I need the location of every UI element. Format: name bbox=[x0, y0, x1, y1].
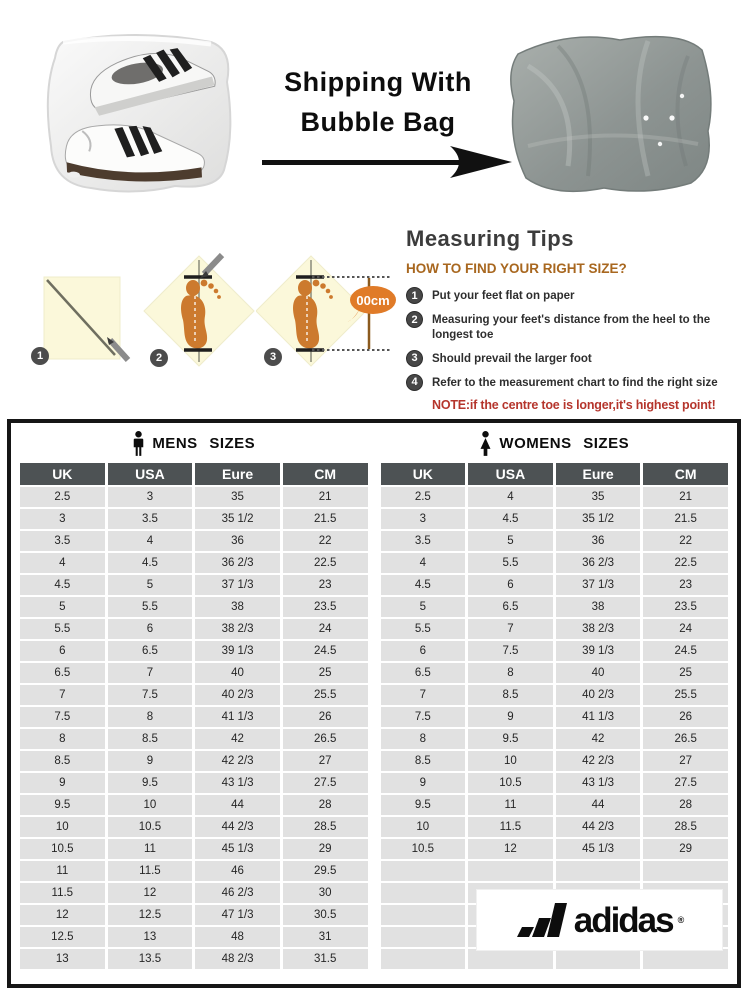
size-table-header-cell: USA bbox=[108, 463, 193, 485]
table-cell: 35 1/2 bbox=[556, 509, 641, 529]
table-cell: 13 bbox=[20, 949, 105, 969]
table-cell: 7.5 bbox=[20, 707, 105, 727]
table-cell: 46 bbox=[195, 861, 280, 881]
table-cell: 42 2/3 bbox=[195, 751, 280, 771]
table-cell: 9 bbox=[468, 707, 553, 727]
table-cell: 7.5 bbox=[381, 707, 466, 727]
table-row bbox=[381, 861, 729, 881]
table-cell bbox=[381, 883, 466, 903]
table-cell: 30 bbox=[283, 883, 368, 903]
table-cell: 8.5 bbox=[20, 751, 105, 771]
table-cell: 6.5 bbox=[381, 663, 466, 683]
table-row bbox=[381, 619, 729, 639]
size-table-header-cell: UK bbox=[381, 463, 466, 485]
table-cell: 6.5 bbox=[108, 641, 193, 661]
table-row bbox=[20, 751, 368, 771]
table-cell: 24.5 bbox=[643, 641, 728, 661]
table-cell: 3.5 bbox=[20, 531, 105, 551]
table-cell: 9 bbox=[381, 773, 466, 793]
table-cell: 28.5 bbox=[283, 817, 368, 837]
table-cell: 10.5 bbox=[108, 817, 193, 837]
table-row bbox=[20, 619, 368, 639]
step-text: Put your feet flat on paper bbox=[432, 290, 575, 302]
table-cell: 3 bbox=[381, 509, 466, 529]
table-cell: 35 bbox=[195, 487, 280, 507]
mens-icon bbox=[132, 431, 145, 457]
table-cell: 6 bbox=[381, 641, 466, 661]
table-cell: 12 bbox=[468, 839, 553, 859]
table-cell: 8 bbox=[468, 663, 553, 683]
table-cell bbox=[468, 861, 553, 881]
womens-table-title: WOMENS SIZES bbox=[499, 435, 630, 452]
table-cell: 4 bbox=[20, 553, 105, 573]
table-cell: 4.5 bbox=[381, 575, 466, 595]
table-cell: 21.5 bbox=[643, 509, 728, 529]
table-row bbox=[381, 575, 729, 595]
table-cell: 26 bbox=[283, 707, 368, 727]
table-row bbox=[20, 883, 368, 903]
measuring-step bbox=[406, 350, 748, 367]
table-cell: 11 bbox=[20, 861, 105, 881]
table-row bbox=[381, 685, 729, 705]
table-cell: 40 bbox=[195, 663, 280, 683]
table-cell: 9 bbox=[20, 773, 105, 793]
table-cell: 27 bbox=[643, 751, 728, 771]
table-cell: 23.5 bbox=[283, 597, 368, 617]
measuring-tips-section bbox=[406, 226, 748, 412]
table-row bbox=[20, 575, 368, 595]
table-cell: 26.5 bbox=[283, 729, 368, 749]
table-cell: 9.5 bbox=[20, 795, 105, 815]
table-cell: 5.5 bbox=[468, 553, 553, 573]
table-row bbox=[20, 817, 368, 837]
step-number-badge: 3 bbox=[406, 350, 423, 367]
table-cell: 10 bbox=[381, 817, 466, 837]
size-table-header-cell: Eure bbox=[195, 463, 280, 485]
table-cell: 7.5 bbox=[468, 641, 553, 661]
adidas-three-bars-icon bbox=[515, 899, 569, 941]
step-text: Measuring your feet's distance from the heel to the longest toe bbox=[432, 314, 711, 341]
table-cell: 3.5 bbox=[108, 509, 193, 529]
table-row bbox=[20, 641, 368, 661]
table-cell: 36 bbox=[195, 531, 280, 551]
table-cell: 4 bbox=[468, 487, 553, 507]
table-row bbox=[20, 927, 368, 947]
table-cell: 10 bbox=[20, 817, 105, 837]
table-cell: 46 2/3 bbox=[195, 883, 280, 903]
table-cell: 11.5 bbox=[108, 861, 193, 881]
table-cell: 25 bbox=[283, 663, 368, 683]
table-cell: 5 bbox=[108, 575, 193, 595]
size-table-header-cell: CM bbox=[283, 463, 368, 485]
table-cell: 37 1/3 bbox=[556, 575, 641, 595]
table-cell: 44 bbox=[556, 795, 641, 815]
table-cell: 28 bbox=[283, 795, 368, 815]
table-cell bbox=[643, 861, 728, 881]
table-row bbox=[381, 751, 729, 771]
table-cell: 3 bbox=[108, 487, 193, 507]
table-cell: 38 bbox=[195, 597, 280, 617]
table-cell: 8 bbox=[381, 729, 466, 749]
diagram-step-badge: 2 bbox=[150, 349, 168, 367]
table-cell: 29.5 bbox=[283, 861, 368, 881]
table-cell: 11.5 bbox=[468, 817, 553, 837]
table-row bbox=[20, 861, 368, 881]
table-row bbox=[381, 795, 729, 815]
table-cell: 40 2/3 bbox=[195, 685, 280, 705]
table-row bbox=[20, 707, 368, 727]
bubble-bag-image bbox=[498, 26, 722, 198]
size-table-header-cell: CM bbox=[643, 463, 728, 485]
size-table-header-cell: USA bbox=[468, 463, 553, 485]
table-cell: 39 1/3 bbox=[556, 641, 641, 661]
measuring-step bbox=[406, 311, 748, 343]
table-cell: 22 bbox=[643, 531, 728, 551]
table-cell: 21 bbox=[643, 487, 728, 507]
table-cell: 27 bbox=[283, 751, 368, 771]
table-cell: 35 bbox=[556, 487, 641, 507]
table-cell: 28 bbox=[643, 795, 728, 815]
table-cell: 9.5 bbox=[468, 729, 553, 749]
table-cell: 6 bbox=[108, 619, 193, 639]
table-cell: 25 bbox=[643, 663, 728, 683]
length-bubble-label: 00cm bbox=[356, 293, 390, 308]
table-cell: 12 bbox=[20, 905, 105, 925]
table-cell: 24 bbox=[643, 619, 728, 639]
step-number-badge: 2 bbox=[406, 311, 423, 328]
table-row bbox=[381, 531, 729, 551]
table-cell: 40 bbox=[556, 663, 641, 683]
length-bubble bbox=[347, 286, 396, 322]
table-cell: 31 bbox=[283, 927, 368, 947]
table-cell: 44 bbox=[195, 795, 280, 815]
table-row bbox=[381, 641, 729, 661]
table-row bbox=[381, 597, 729, 617]
table-cell: 24 bbox=[283, 619, 368, 639]
table-row bbox=[20, 685, 368, 705]
table-cell: 12.5 bbox=[20, 927, 105, 947]
table-cell: 44 2/3 bbox=[556, 817, 641, 837]
table-cell: 25.5 bbox=[643, 685, 728, 705]
size-table-header-row bbox=[381, 463, 729, 485]
table-row bbox=[381, 817, 729, 837]
table-cell bbox=[468, 949, 553, 969]
step-number-badge: 4 bbox=[406, 374, 423, 391]
table-cell: 6.5 bbox=[20, 663, 105, 683]
table-cell: 8 bbox=[20, 729, 105, 749]
table-cell: 29 bbox=[283, 839, 368, 859]
table-cell: 27.5 bbox=[283, 773, 368, 793]
shoe-bag-illustration bbox=[35, 20, 240, 208]
arrow-right-icon bbox=[262, 144, 512, 180]
table-cell: 38 bbox=[556, 597, 641, 617]
measuring-steps-list bbox=[406, 287, 748, 391]
size-table-header-cell: Eure bbox=[556, 463, 641, 485]
table-cell: 10.5 bbox=[381, 839, 466, 859]
size-table-header-row bbox=[20, 463, 368, 485]
table-cell: 28.5 bbox=[643, 817, 728, 837]
table-cell: 39 1/3 bbox=[195, 641, 280, 661]
shipping-title bbox=[248, 62, 508, 142]
table-cell: 5 bbox=[381, 597, 466, 617]
table-row bbox=[20, 795, 368, 815]
table-row bbox=[20, 663, 368, 683]
table-cell bbox=[643, 949, 728, 969]
table-cell: 43 1/3 bbox=[195, 773, 280, 793]
mens-table-title: MENS SIZES bbox=[152, 435, 256, 452]
table-cell: 11 bbox=[468, 795, 553, 815]
mens-size-table-block bbox=[17, 426, 371, 981]
table-cell: 4 bbox=[108, 531, 193, 551]
table-cell: 29 bbox=[643, 839, 728, 859]
table-cell: 21.5 bbox=[283, 509, 368, 529]
table-cell: 44 2/3 bbox=[195, 817, 280, 837]
table-cell: 10.5 bbox=[468, 773, 553, 793]
table-cell: 7 bbox=[381, 685, 466, 705]
shoes-in-bubble-bag-image bbox=[35, 20, 240, 208]
table-cell: 5.5 bbox=[20, 619, 105, 639]
womens-icon bbox=[479, 431, 492, 457]
table-cell: 42 bbox=[195, 729, 280, 749]
table-cell: 38 2/3 bbox=[556, 619, 641, 639]
shipping-title-line2: Bubble Bag bbox=[300, 107, 456, 137]
table-cell bbox=[381, 949, 466, 969]
table-cell: 4.5 bbox=[108, 553, 193, 573]
table-row bbox=[20, 839, 368, 859]
table-row bbox=[20, 553, 368, 573]
gray-bag-illustration bbox=[498, 26, 722, 198]
registered-trademark-icon: ® bbox=[677, 915, 685, 925]
table-cell: 27.5 bbox=[643, 773, 728, 793]
table-cell bbox=[381, 905, 466, 925]
table-cell: 48 2/3 bbox=[195, 949, 280, 969]
measuring-step bbox=[406, 374, 748, 391]
table-row bbox=[381, 487, 729, 507]
table-cell: 41 1/3 bbox=[556, 707, 641, 727]
table-row bbox=[20, 949, 368, 969]
table-cell: 42 2/3 bbox=[556, 751, 641, 771]
table-row bbox=[20, 597, 368, 617]
table-cell: 5.5 bbox=[381, 619, 466, 639]
table-cell: 36 2/3 bbox=[195, 553, 280, 573]
table-row bbox=[381, 707, 729, 727]
step-text: Refer to the measurement chart to find the right size bbox=[432, 376, 718, 389]
table-cell: 10.5 bbox=[20, 839, 105, 859]
table-cell: 26.5 bbox=[643, 729, 728, 749]
table-cell: 30.5 bbox=[283, 905, 368, 925]
size-table-header-cell: UK bbox=[20, 463, 105, 485]
table-row bbox=[20, 487, 368, 507]
measure-step1-paper-illustration bbox=[36, 272, 136, 367]
table-cell: 26 bbox=[643, 707, 728, 727]
measuring-note: NOTE:if the centre toe is longer,it's highest point! bbox=[432, 397, 716, 412]
measuring-tips-subtitle: HOW TO FIND YOUR RIGHT SIZE? bbox=[406, 261, 627, 276]
table-cell bbox=[381, 927, 466, 947]
table-cell: 4.5 bbox=[468, 509, 553, 529]
table-cell: 3 bbox=[20, 509, 105, 529]
table-cell: 8.5 bbox=[381, 751, 466, 771]
diagram-step-badge: 3 bbox=[264, 348, 282, 366]
womens-table-caption bbox=[378, 426, 732, 461]
step-number-badge: 1 bbox=[406, 287, 423, 304]
table-cell: 43 1/3 bbox=[556, 773, 641, 793]
mens-size-table bbox=[17, 461, 371, 971]
table-cell: 22.5 bbox=[283, 553, 368, 573]
table-cell: 9.5 bbox=[381, 795, 466, 815]
adidas-logo bbox=[477, 890, 722, 950]
table-row bbox=[381, 839, 729, 859]
table-cell: 12.5 bbox=[108, 905, 193, 925]
table-cell bbox=[556, 861, 641, 881]
table-cell: 21 bbox=[283, 487, 368, 507]
table-cell: 7 bbox=[468, 619, 553, 639]
table-row bbox=[20, 729, 368, 749]
table-row bbox=[20, 531, 368, 551]
table-row bbox=[381, 553, 729, 573]
diagram-step-badge: 1 bbox=[31, 347, 49, 365]
mens-table-caption bbox=[17, 426, 371, 461]
table-row bbox=[381, 509, 729, 529]
table-cell: 45 1/3 bbox=[195, 839, 280, 859]
table-cell: 12 bbox=[108, 883, 193, 903]
table-row bbox=[381, 773, 729, 793]
measuring-tips-title: Measuring Tips bbox=[406, 226, 574, 251]
table-cell: 38 2/3 bbox=[195, 619, 280, 639]
table-cell: 7 bbox=[108, 663, 193, 683]
table-cell: 6 bbox=[20, 641, 105, 661]
table-row bbox=[20, 509, 368, 529]
table-cell: 24.5 bbox=[283, 641, 368, 661]
table-row bbox=[381, 949, 729, 969]
step-text: Should prevail the larger foot bbox=[432, 352, 592, 365]
table-cell: 4 bbox=[381, 553, 466, 573]
table-cell: 2.5 bbox=[381, 487, 466, 507]
measuring-step bbox=[406, 287, 748, 304]
table-cell: 7 bbox=[20, 685, 105, 705]
table-cell: 48 bbox=[195, 927, 280, 947]
table-cell: 23 bbox=[283, 575, 368, 595]
table-cell bbox=[381, 861, 466, 881]
table-cell: 5 bbox=[468, 531, 553, 551]
table-cell: 7.5 bbox=[108, 685, 193, 705]
table-row bbox=[381, 663, 729, 683]
table-cell: 8.5 bbox=[108, 729, 193, 749]
table-cell: 41 1/3 bbox=[195, 707, 280, 727]
table-cell: 5 bbox=[20, 597, 105, 617]
table-cell: 31.5 bbox=[283, 949, 368, 969]
table-cell: 9.5 bbox=[108, 773, 193, 793]
table-cell: 42 bbox=[556, 729, 641, 749]
table-cell: 13.5 bbox=[108, 949, 193, 969]
table-cell: 9 bbox=[108, 751, 193, 771]
table-cell: 22.5 bbox=[643, 553, 728, 573]
table-cell: 4.5 bbox=[20, 575, 105, 595]
table-cell: 11 bbox=[108, 839, 193, 859]
table-cell bbox=[556, 949, 641, 969]
table-cell: 3.5 bbox=[381, 531, 466, 551]
table-cell: 40 2/3 bbox=[556, 685, 641, 705]
adidas-wordmark: adidas bbox=[573, 900, 673, 940]
table-cell: 10 bbox=[468, 751, 553, 771]
table-cell: 2.5 bbox=[20, 487, 105, 507]
table-cell: 13 bbox=[108, 927, 193, 947]
table-cell: 36 2/3 bbox=[556, 553, 641, 573]
table-row bbox=[20, 773, 368, 793]
table-cell: 22 bbox=[283, 531, 368, 551]
table-cell: 25.5 bbox=[283, 685, 368, 705]
table-cell: 10 bbox=[108, 795, 193, 815]
table-cell: 8 bbox=[108, 707, 193, 727]
table-cell: 23 bbox=[643, 575, 728, 595]
table-cell: 45 1/3 bbox=[556, 839, 641, 859]
table-cell: 23.5 bbox=[643, 597, 728, 617]
table-cell: 11.5 bbox=[20, 883, 105, 903]
shipping-title-line1: Shipping With bbox=[284, 67, 472, 97]
table-cell: 6 bbox=[468, 575, 553, 595]
table-cell: 47 1/3 bbox=[195, 905, 280, 925]
table-cell: 36 bbox=[556, 531, 641, 551]
table-row bbox=[20, 905, 368, 925]
table-cell: 37 1/3 bbox=[195, 575, 280, 595]
table-cell: 8.5 bbox=[468, 685, 553, 705]
table-row bbox=[381, 729, 729, 749]
table-cell: 35 1/2 bbox=[195, 509, 280, 529]
table-cell: 6.5 bbox=[468, 597, 553, 617]
table-cell: 5.5 bbox=[108, 597, 193, 617]
